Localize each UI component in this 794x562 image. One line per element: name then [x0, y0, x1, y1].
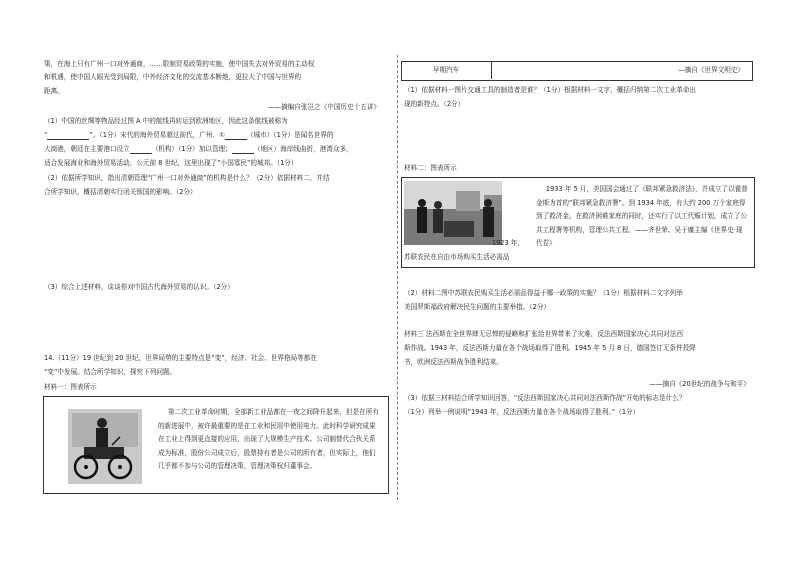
answer-blank[interactable]: [130, 146, 152, 154]
material-paragraph: 第二次工业革命时期，全部新工业品都在一夜之间降升起来，但是在所有的新进展中，被许最重要的是在工业和民用中使用电力。此时科学研究成果在工业上得到更直接的应用，出现了大规模生产技术。公司制替代合伙关系成为标准，股份公司成立后，股票持有者是公司的所有者，但实际上，他们几乎都不参与公司的管理决策，管理决策权归董事会。: [158, 408, 379, 470]
material-text-line: 材料三 法西斯在全世界肆无忌惮的侵略和扩张给世界带来了灾难，反法西斯国家决心共同对法西: [404, 330, 684, 338]
material-label: 材料一：图表所示: [44, 383, 97, 391]
question-text: （3）依据三材料结合所学知识回答，“反法西斯国家决心共同对法西斯作战”开始的标志是什么？: [404, 394, 686, 402]
early-car-photo: [68, 409, 142, 484]
question-fragment: （机构）（1分）加以管理；: [151, 145, 232, 153]
source-citation: ——摘编自张岂之《中国历史十五讲》: [267, 103, 380, 111]
question-fragment: 大商港，朝廷在主要港口设立: [44, 145, 130, 153]
material-text-line: 策，在海上只有广州一口对外通商，……限制贸易政策的实施，使中国失去对外贸易的主动权: [44, 60, 315, 68]
question-text: 适合发展海业和海外贸易活动，公元前 8 世纪，这里出现了“小国寡民”的城邦。（1分）: [44, 159, 298, 167]
question-text: （3）综合上述材料，谈谈你对中国古代海外贸易的认识。（2分）: [44, 283, 234, 291]
question-text: 美国罗斯福政府解决民生问题的主要举措。（2分）: [404, 303, 550, 311]
question-text: 现的新特点。（2分）: [404, 100, 465, 108]
early-car-icon: [68, 409, 142, 484]
question-text: [44, 131, 334, 140]
question-text: “变”中发展。结合所学知识，探究下列问题。: [44, 368, 177, 376]
question-fragment: （地区）海岸线曲折，港湾众多，: [253, 145, 353, 153]
source-citation: ——摘自《20世纪的战争与和平》: [649, 380, 750, 388]
material-text-line: 距离。: [44, 87, 64, 95]
soviet-market-photo: [404, 181, 502, 245]
photo-caption: 1923 年，: [491, 239, 524, 247]
question-fragment: （城市）（1分）是闻名世界的: [246, 131, 334, 139]
quote-mark: “: [44, 131, 48, 139]
question-text: （2）材料二图中苏联农民购买生活必需品得益于哪一政策的实施？（1分）根据材料二文字列举: [404, 289, 683, 297]
answer-blank[interactable]: [225, 132, 247, 140]
material-text-line: 和机遇，使中国人眼光受到局限，中外经济文化的交流基本断绝，更拉大了中国与世界的: [44, 73, 302, 81]
material-paragraph: 1933 年 5 月，美国国会通过了《联邦紧急救济法》，并成立了以霍普金斯为首的“联邦紧急救济署”。到 1934 年底，有大约 200 万个家庭得到了救济金。在救济困难家庭的同时，还实行了以工代赈计划，成立了公共工程署等机构，管理公共工程。——齐世荣、吴于廑主编《世界史·现代卷》: [536, 185, 748, 247]
table-cell: 早期汽车: [432, 66, 460, 74]
question-text: （2）依据所学知识，指出清朝管理“广州一口对外通商”的机构是什么？（2分）依据材料二，并结: [44, 174, 330, 182]
question-text: 合所学知识，概括清朝实行闭关锁国的影响。（2分）: [44, 188, 197, 196]
photo-caption: 苏联农民在自由市场购买生活必需品: [404, 253, 510, 261]
answer-blank[interactable]: [47, 132, 89, 140]
question-text: [44, 145, 353, 154]
question-text: （1）依据材料一图片交通工具的制造者是谁？（1分）根据材料一文字，概括归纳第二次工业革命出: [404, 86, 696, 94]
material-text-line: 斯作战。1943 年，反法西斯力量在各个战场取得了胜利。1945 年 5 月 8 日，德国签订无条件投降: [404, 344, 696, 352]
answer-blank[interactable]: [232, 146, 254, 154]
question-text: （1分）列举一例说明“1943 年，反法西斯力量在各个战场取得了胜利。”（1分）: [404, 408, 640, 416]
market-photo-icon: [404, 181, 502, 245]
question-text: （1）中国的丝绸等物品经过图 A 中的航线再转运到欧洲地区，因此这条航线被称为: [44, 117, 288, 125]
question-heading: 14.（11分）19 世纪到 20 世纪，世界局势的主要特点是“变”，经济、社会、世界格局等都在: [44, 354, 317, 362]
column-divider: [397, 55, 398, 500]
question-fragment: ”。（1分）宋代的海外贸易超过前代，广州、①: [89, 131, 225, 139]
table-cell: —摘自《世界文明史》: [678, 66, 744, 74]
material-text-line: 书，欧洲反法西斯战争胜利结束。: [404, 358, 503, 366]
material-label: 材料二：图表所示: [404, 164, 457, 172]
